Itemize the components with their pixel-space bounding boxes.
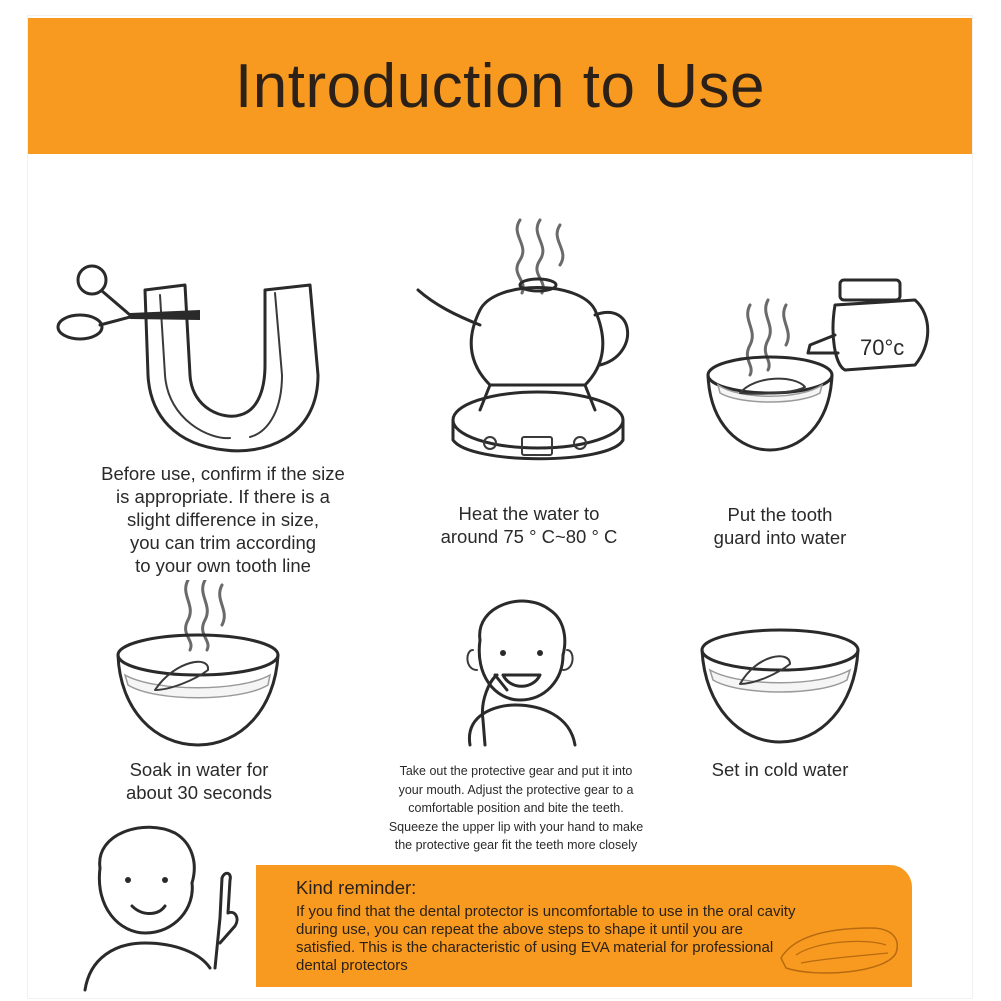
- step-6-caption: Set in cold water: [711, 759, 849, 780]
- cold-water-bowl-illustration: [695, 612, 865, 752]
- reminder-title: Kind reminder:: [296, 877, 417, 898]
- pour-water-illustration: [700, 275, 940, 475]
- kettle-heater-illustration: [410, 215, 640, 490]
- header-banner: [28, 18, 972, 154]
- reminder-body: If you find that the dental protector is uncomfortable to use in the oral cavity during use, you can repeat the above steps to shape it until you are satisfied. This is the characteristic of using EVA material for professional dental protectors: [296, 903, 796, 974]
- step-3-caption: Put the tooth guard into water: [713, 504, 847, 548]
- scissors-trimming-illustration: [50, 255, 380, 455]
- soak-bowl-illustration: [110, 580, 285, 755]
- kettle-temperature-label: 70°c: [860, 335, 905, 360]
- step-5-caption: Take out the protective gear and put it into your mouth. Adjust the protective gear to a comfortable position and bite the teeth. Squeeze the upper lip with your hand to make the protective gear fit the teeth more closely: [388, 764, 644, 852]
- step-1-caption: Before use, confirm if the size is appropriate. If there is a slight difference in size, you can trim according to your own tooth line: [101, 463, 345, 576]
- step-2-caption: Heat the water to around 75 ° C~80 ° C: [440, 503, 618, 547]
- page-title: Introduction to Use: [235, 51, 765, 121]
- child-biting-illustration: [455, 595, 585, 760]
- kind-reminder-box: [256, 865, 912, 987]
- step-4-caption: Soak in water for about 30 seconds: [125, 759, 273, 803]
- mouthguard-sketch-illustration: [776, 913, 906, 983]
- child-pointing-illustration: [80, 818, 255, 993]
